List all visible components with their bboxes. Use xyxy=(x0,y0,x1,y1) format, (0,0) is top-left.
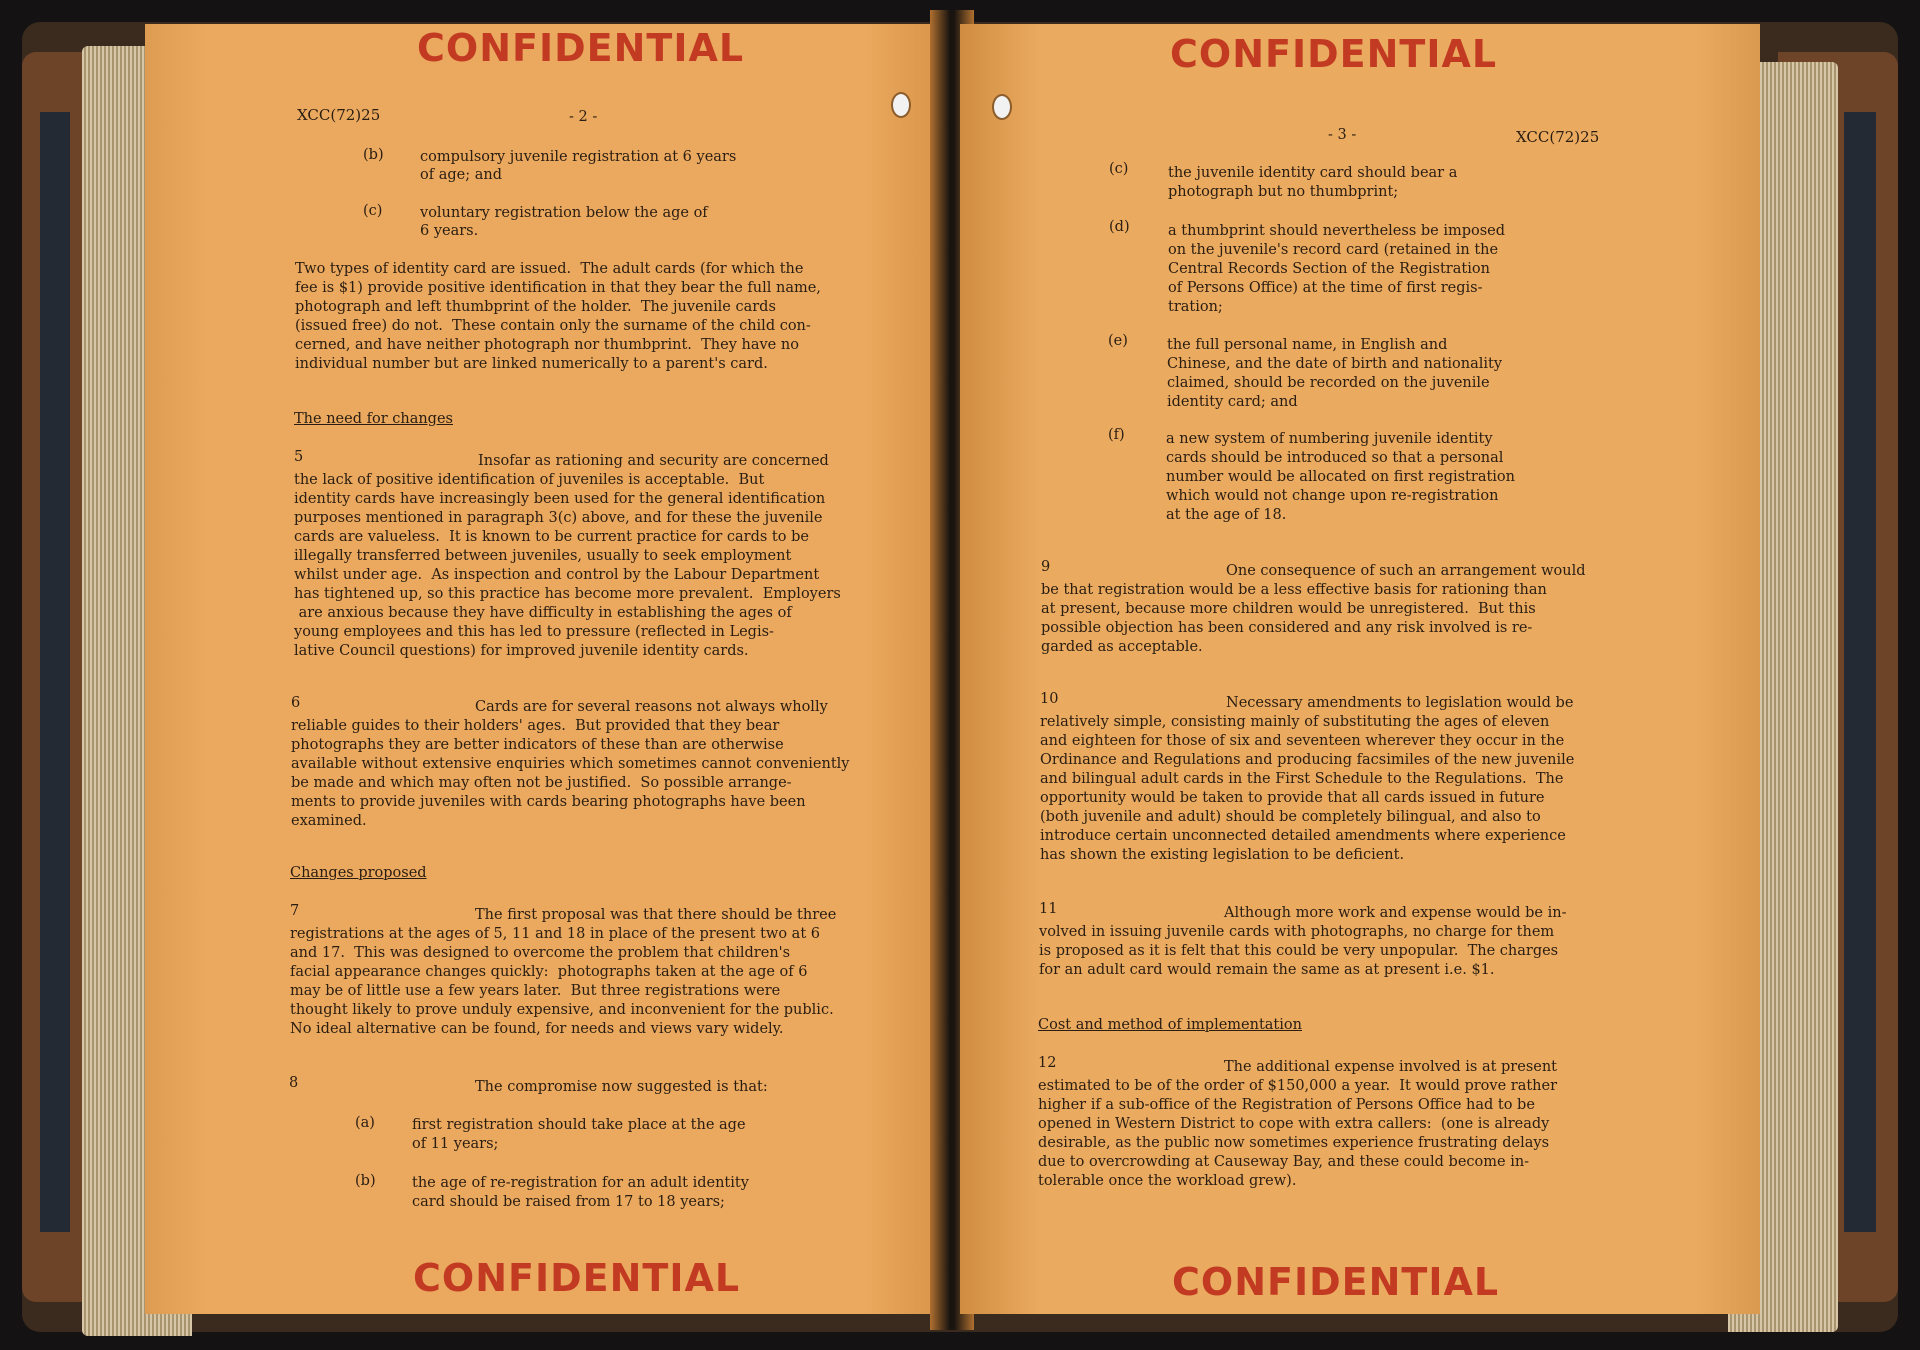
paragraph-line: individual number but are linked numerically to a parent's card. xyxy=(295,356,768,372)
paragraph-line: Ordinance and Regulations and producing facsimiles of the new juvenile xyxy=(1040,752,1575,768)
paragraph-number: 5 xyxy=(294,449,304,465)
paragraph-number: 12 xyxy=(1038,1055,1057,1071)
item-line: the juvenile identity card should bear a xyxy=(1168,165,1458,181)
item-label: (c) xyxy=(363,203,383,219)
item-label: (b) xyxy=(355,1173,376,1189)
paragraph-line: tolerable once the workload grew). xyxy=(1038,1173,1297,1189)
punch-hole xyxy=(891,92,911,118)
paragraph-line: are anxious because they have difficulty in establishing the ages of xyxy=(294,605,792,621)
item-line: the full personal name, in English and xyxy=(1167,337,1448,353)
item-line: Chinese, and the date of birth and nationality xyxy=(1167,356,1503,372)
item-line: compulsory juvenile registration at 6 years xyxy=(420,149,737,165)
item-line: Central Records Section of the Registration xyxy=(1168,261,1490,277)
item-line: identity card; and xyxy=(1167,394,1298,410)
paragraph-line: purposes mentioned in paragraph 3(c) above, and for these the juvenile xyxy=(294,510,823,526)
item-line: of Persons Office) at the time of first regis- xyxy=(1168,280,1483,296)
paragraph-line: at present, because more children would be unregistered. But this xyxy=(1041,601,1536,617)
paragraph-line: be made and which may often not be justified. So possible arrange- xyxy=(291,775,792,791)
paragraph-number: 11 xyxy=(1039,901,1058,917)
paragraph-line: Two types of identity card are issued. The adult cards (for which the xyxy=(295,261,804,277)
paragraph-line: opened in Western District to cope with extra callers: (one is already xyxy=(1038,1116,1550,1132)
document-reference: XCC(72)25 xyxy=(1516,128,1600,146)
paragraph-line: has shown the existing legislation to be deficient. xyxy=(1040,847,1405,863)
right-page xyxy=(960,24,1760,1314)
item-line: on the juvenile's record card (retained in the xyxy=(1168,242,1499,258)
document-reference: XCC(72)25 xyxy=(297,106,381,124)
item-line: photograph but no thumbprint; xyxy=(1168,184,1399,200)
paragraph-line: desirable, as the public now sometimes experience frustrating delays xyxy=(1038,1135,1550,1151)
item-line: the age of re-registration for an adult identity xyxy=(412,1175,749,1191)
paragraph-line: photographs they are better indicators of these than are otherwise xyxy=(291,737,784,753)
confidential-stamp-bottom: CONFIDENTIAL xyxy=(413,1256,741,1300)
paragraph-number: 8 xyxy=(289,1075,299,1091)
item-line: 6 years. xyxy=(420,223,479,239)
paragraph-line: young employees and this has led to pressure (reflected in Legis- xyxy=(294,624,774,640)
paragraph-line: Cards are for several reasons not always wholly xyxy=(475,699,828,715)
section-heading: The need for changes xyxy=(294,411,453,427)
paragraph-line: the lack of positive identification of juveniles is acceptable. But xyxy=(294,472,765,488)
paragraph-line: be that registration would be a less effective basis for rationing than xyxy=(1041,582,1547,598)
section-heading: Changes proposed xyxy=(290,865,427,881)
confidential-stamp-bottom: CONFIDENTIAL xyxy=(1172,1260,1500,1304)
paragraph-line: One consequence of such an arrangement would xyxy=(1226,563,1586,579)
punch-hole xyxy=(992,94,1012,120)
item-line: card should be raised from 17 to 18 years; xyxy=(412,1194,725,1210)
item-line: claimed, should be recorded on the juvenile xyxy=(1167,375,1490,391)
paragraph-line: examined. xyxy=(291,813,367,829)
paragraph-line: registrations at the ages of 5, 11 and 18 in place of the present two at 6 xyxy=(290,926,820,942)
paragraph-line: photograph and left thumbprint of the holder. The juvenile cards xyxy=(295,299,776,315)
paragraph-line: available without extensive enquiries which sometimes cannot conveniently xyxy=(291,756,850,772)
paragraph-line: cerned, and have neither photograph nor thumbprint. They have no xyxy=(295,337,799,353)
paragraph-line: Although more work and expense would be in- xyxy=(1224,905,1567,921)
paragraph-line: introduce certain unconnected detailed amendments where experience xyxy=(1040,828,1566,844)
paragraph-line: The first proposal was that there should be three xyxy=(475,907,837,923)
item-line: number would be allocated on first registration xyxy=(1166,469,1515,485)
paragraph-line: volved in issuing juvenile cards with photographs, no charge for them xyxy=(1039,924,1555,940)
paragraph-line: ments to provide juveniles with cards bearing photographs have been xyxy=(291,794,806,810)
paragraph-line: Insofar as rationing and security are concerned xyxy=(478,453,829,469)
item-line: a thumbprint should nevertheless be imposed xyxy=(1168,223,1506,239)
item-line: cards should be introduced so that a personal xyxy=(1166,450,1504,466)
page-number: - 3 - xyxy=(1328,127,1357,143)
item-label: (e) xyxy=(1108,333,1128,349)
item-line: of age; and xyxy=(420,167,502,183)
paragraph-number: 9 xyxy=(1041,559,1051,575)
paragraph-line: has tightened up, so this practice has become more prevalent. Employers xyxy=(294,586,841,602)
paragraph-line: reliable guides to their holders' ages. But provided that they bear xyxy=(291,718,780,734)
item-line: voluntary registration below the age of xyxy=(420,205,708,221)
item-line: tration; xyxy=(1168,299,1223,315)
paragraph-line: thought likely to prove unduly expensive, and inconvenient for the public. xyxy=(290,1002,834,1018)
paragraph-line: may be of little use a few years later. But three registrations were xyxy=(290,983,781,999)
paragraph-line: (issued free) do not. These contain only the surname of the child con- xyxy=(295,318,811,334)
item-label: (c) xyxy=(1109,161,1129,177)
paragraph-line: and eighteen for those of six and seventeen wherever they occur in the xyxy=(1040,733,1565,749)
paragraph-line: fee is $1) provide positive identification in that they bear the full name, xyxy=(295,280,821,296)
page-number: - 2 - xyxy=(569,109,598,125)
item-line: which would not change upon re-registration xyxy=(1166,488,1499,504)
paragraph-line: possible objection has been considered and any risk involved is re- xyxy=(1041,620,1533,636)
paragraph-line: estimated to be of the order of $150,000 a year. It would prove rather xyxy=(1038,1078,1558,1094)
paragraph-line: The additional expense involved is at present xyxy=(1224,1059,1558,1075)
item-line: at the age of 18. xyxy=(1166,507,1287,523)
paragraph-line: garded as acceptable. xyxy=(1041,639,1203,655)
paragraph-line: Necessary amendments to legislation would be xyxy=(1226,695,1574,711)
item-label: (d) xyxy=(1109,219,1130,235)
section-heading: Cost and method of implementation xyxy=(1038,1017,1302,1033)
item-label: (b) xyxy=(363,147,384,163)
paragraph-number: 10 xyxy=(1040,691,1059,707)
paragraph-line: opportunity would be taken to provide that all cards issued in future xyxy=(1040,790,1545,806)
paragraph-line: for an adult card would remain the same as at present i.e. $1. xyxy=(1039,962,1495,978)
paragraph-line: facial appearance changes quickly: photographs taken at the age of 6 xyxy=(290,964,808,980)
item-line: a new system of numbering juvenile identity xyxy=(1166,431,1493,447)
paragraph-line: and 17. This was designed to overcome the problem that children's xyxy=(290,945,791,961)
paragraph-number: 6 xyxy=(291,695,301,711)
item-label: (a) xyxy=(355,1115,375,1131)
paragraph-line: (both juvenile and adult) should be completely bilingual, and also to xyxy=(1040,809,1541,825)
paragraph-line: higher if a sub-office of the Registration of Persons Office had to be xyxy=(1038,1097,1535,1113)
paragraph-number: 7 xyxy=(290,903,300,919)
paragraph-line: illegally transferred between juveniles, usually to seek employment xyxy=(294,548,792,564)
item-line: first registration should take place at the age xyxy=(412,1117,746,1133)
paragraph-line: No ideal alternative can be found, for needs and views vary widely. xyxy=(290,1021,784,1037)
paragraph-line: cards are valueless. It is known to be current practice for cards to be xyxy=(294,529,809,545)
paragraph-line: The compromise now suggested is that: xyxy=(475,1079,768,1095)
paragraph-line: identity cards have increasingly been used for the general identification xyxy=(294,491,826,507)
item-label: (f) xyxy=(1108,427,1125,443)
paragraph-line: and bilingual adult cards in the First Schedule to the Regulations. The xyxy=(1040,771,1564,787)
confidential-stamp-top: CONFIDENTIAL xyxy=(1170,32,1498,76)
confidential-stamp-top: CONFIDENTIAL xyxy=(417,26,745,70)
paragraph-line: is proposed as it is felt that this could be very unpopular. The charges xyxy=(1039,943,1559,959)
paragraph-line: whilst under age. As inspection and control by the Labour Department xyxy=(294,567,820,583)
item-line: of 11 years; xyxy=(412,1136,499,1152)
left-page xyxy=(145,24,945,1314)
paragraph-line: due to overcrowding at Causeway Bay, and these could become in- xyxy=(1038,1154,1530,1170)
paragraph-line: relatively simple, consisting mainly of substituting the ages of eleven xyxy=(1040,714,1550,730)
paragraph-line: lative Council questions) for improved juvenile identity cards. xyxy=(294,643,749,659)
